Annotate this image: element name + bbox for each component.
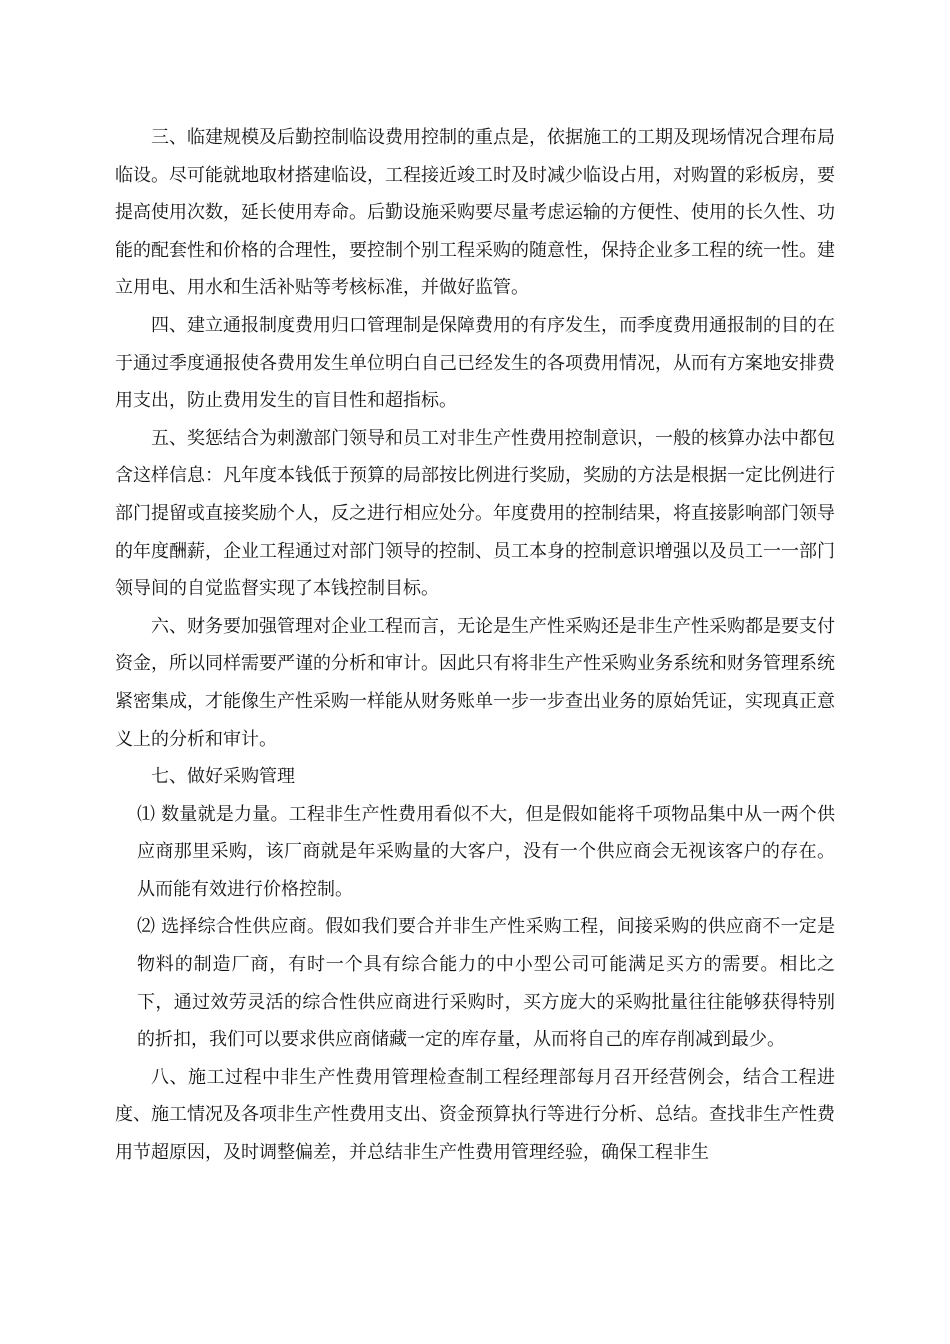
paragraph-temporary-facilities: 三、临建规模及后勤控制临设费用控制的重点是，依据施工的工期及现场情况合理布局临设。尽可能就地取材搭建临设，工程接近竣工时及时减少临设占用，对购置的彩板房，要提高使用次数，延长使用寿命。后勤设施采购要尽量考虑运输的方便性、使用的长久性、功能的配套性和价格的合理性，要控制个别工程采购的随意性，保持企业多工程的统一性。建立用电、用水和生活补贴等考核标准，并做好监管。 [115,127,835,299]
paragraph-rewards-penalties: 五、奖惩结合为刺激部门领导和员工对非生产性费用控制意识，一般的核算办法中都包含这样信息：凡年度本钱低于预算的局部按比例进行奖励，奖励的方法是根据一定比例进行部门提留或直接奖励个人，反之进行相应处分。年度费用的控制结果，将直接影响部门领导的年度酬薪，企业工程通过对部门领导的控制、员工本身的控制意识增强以及员工一一部门领导间的自觉监督实现了本钱控制目标。 [115,427,835,600]
paragraph-quantity-item: ⑴ 数量就是力量。工程非生产性费用看似不大，但是假如能将千项物品集中从一两个供应商那里采购，该厂商就是年采购量的大客户，没有一个供应商会无视该客户的存在。从而能有效进行价格控制。 [137,803,835,900]
paragraph-construction-inspection: 八、施工过程中非生产性费用管理检查制工程经理部每月召开经营例会，结合工程进度、施工情况及各项非生产性费用支出、资金预算执行等进行分析、总结。查找非生产性费用节超原因，及时调整偏差，并总结非生产性费用管理经验，确保工程非生 [115,1066,835,1164]
document-body [115,119,835,1172]
paragraph-supplier-item: ⑵ 选择综合性供应商。假如我们要合并非生产性采购工程，间接采购的供应商不一定是物料的制造厂商，有时一个具有综合能力的中小型公司可能满足买方的需要。相比之下，通过效劳灵活的综合性供应商进行采购时，买方庞大的采购批量往往能够获得特别的折扣，我们可以要求供应商储藏一定的库存量，从而将自己的库存削减到最少。 [137,916,835,1051]
paragraph-procurement-heading: 七、做好采购管理 [151,766,295,788]
paragraph-financial-management: 六、财务要加强管理对企业工程而言，无论是生产性采购还是非生产性采购都是要支付资金，所以同样需要严谨的分析和审计。因此只有将非生产性采购业务系统和财务管理系统紧密集成，才能像生产性采购一样能从财务账单一步一步查出业务的原始凭证，实现真正意义上的分析和审计。 [115,615,835,750]
paragraph-reporting-system: 四、建立通报制度费用归口管理制是保障费用的有序发生，而季度费用通报制的目的在于通过季度通报使各费用发生单位明白自己已经发生的各项费用情况，从而有方案地安排费用支出，防止费用发生的盲目性和超指标。 [115,314,835,412]
